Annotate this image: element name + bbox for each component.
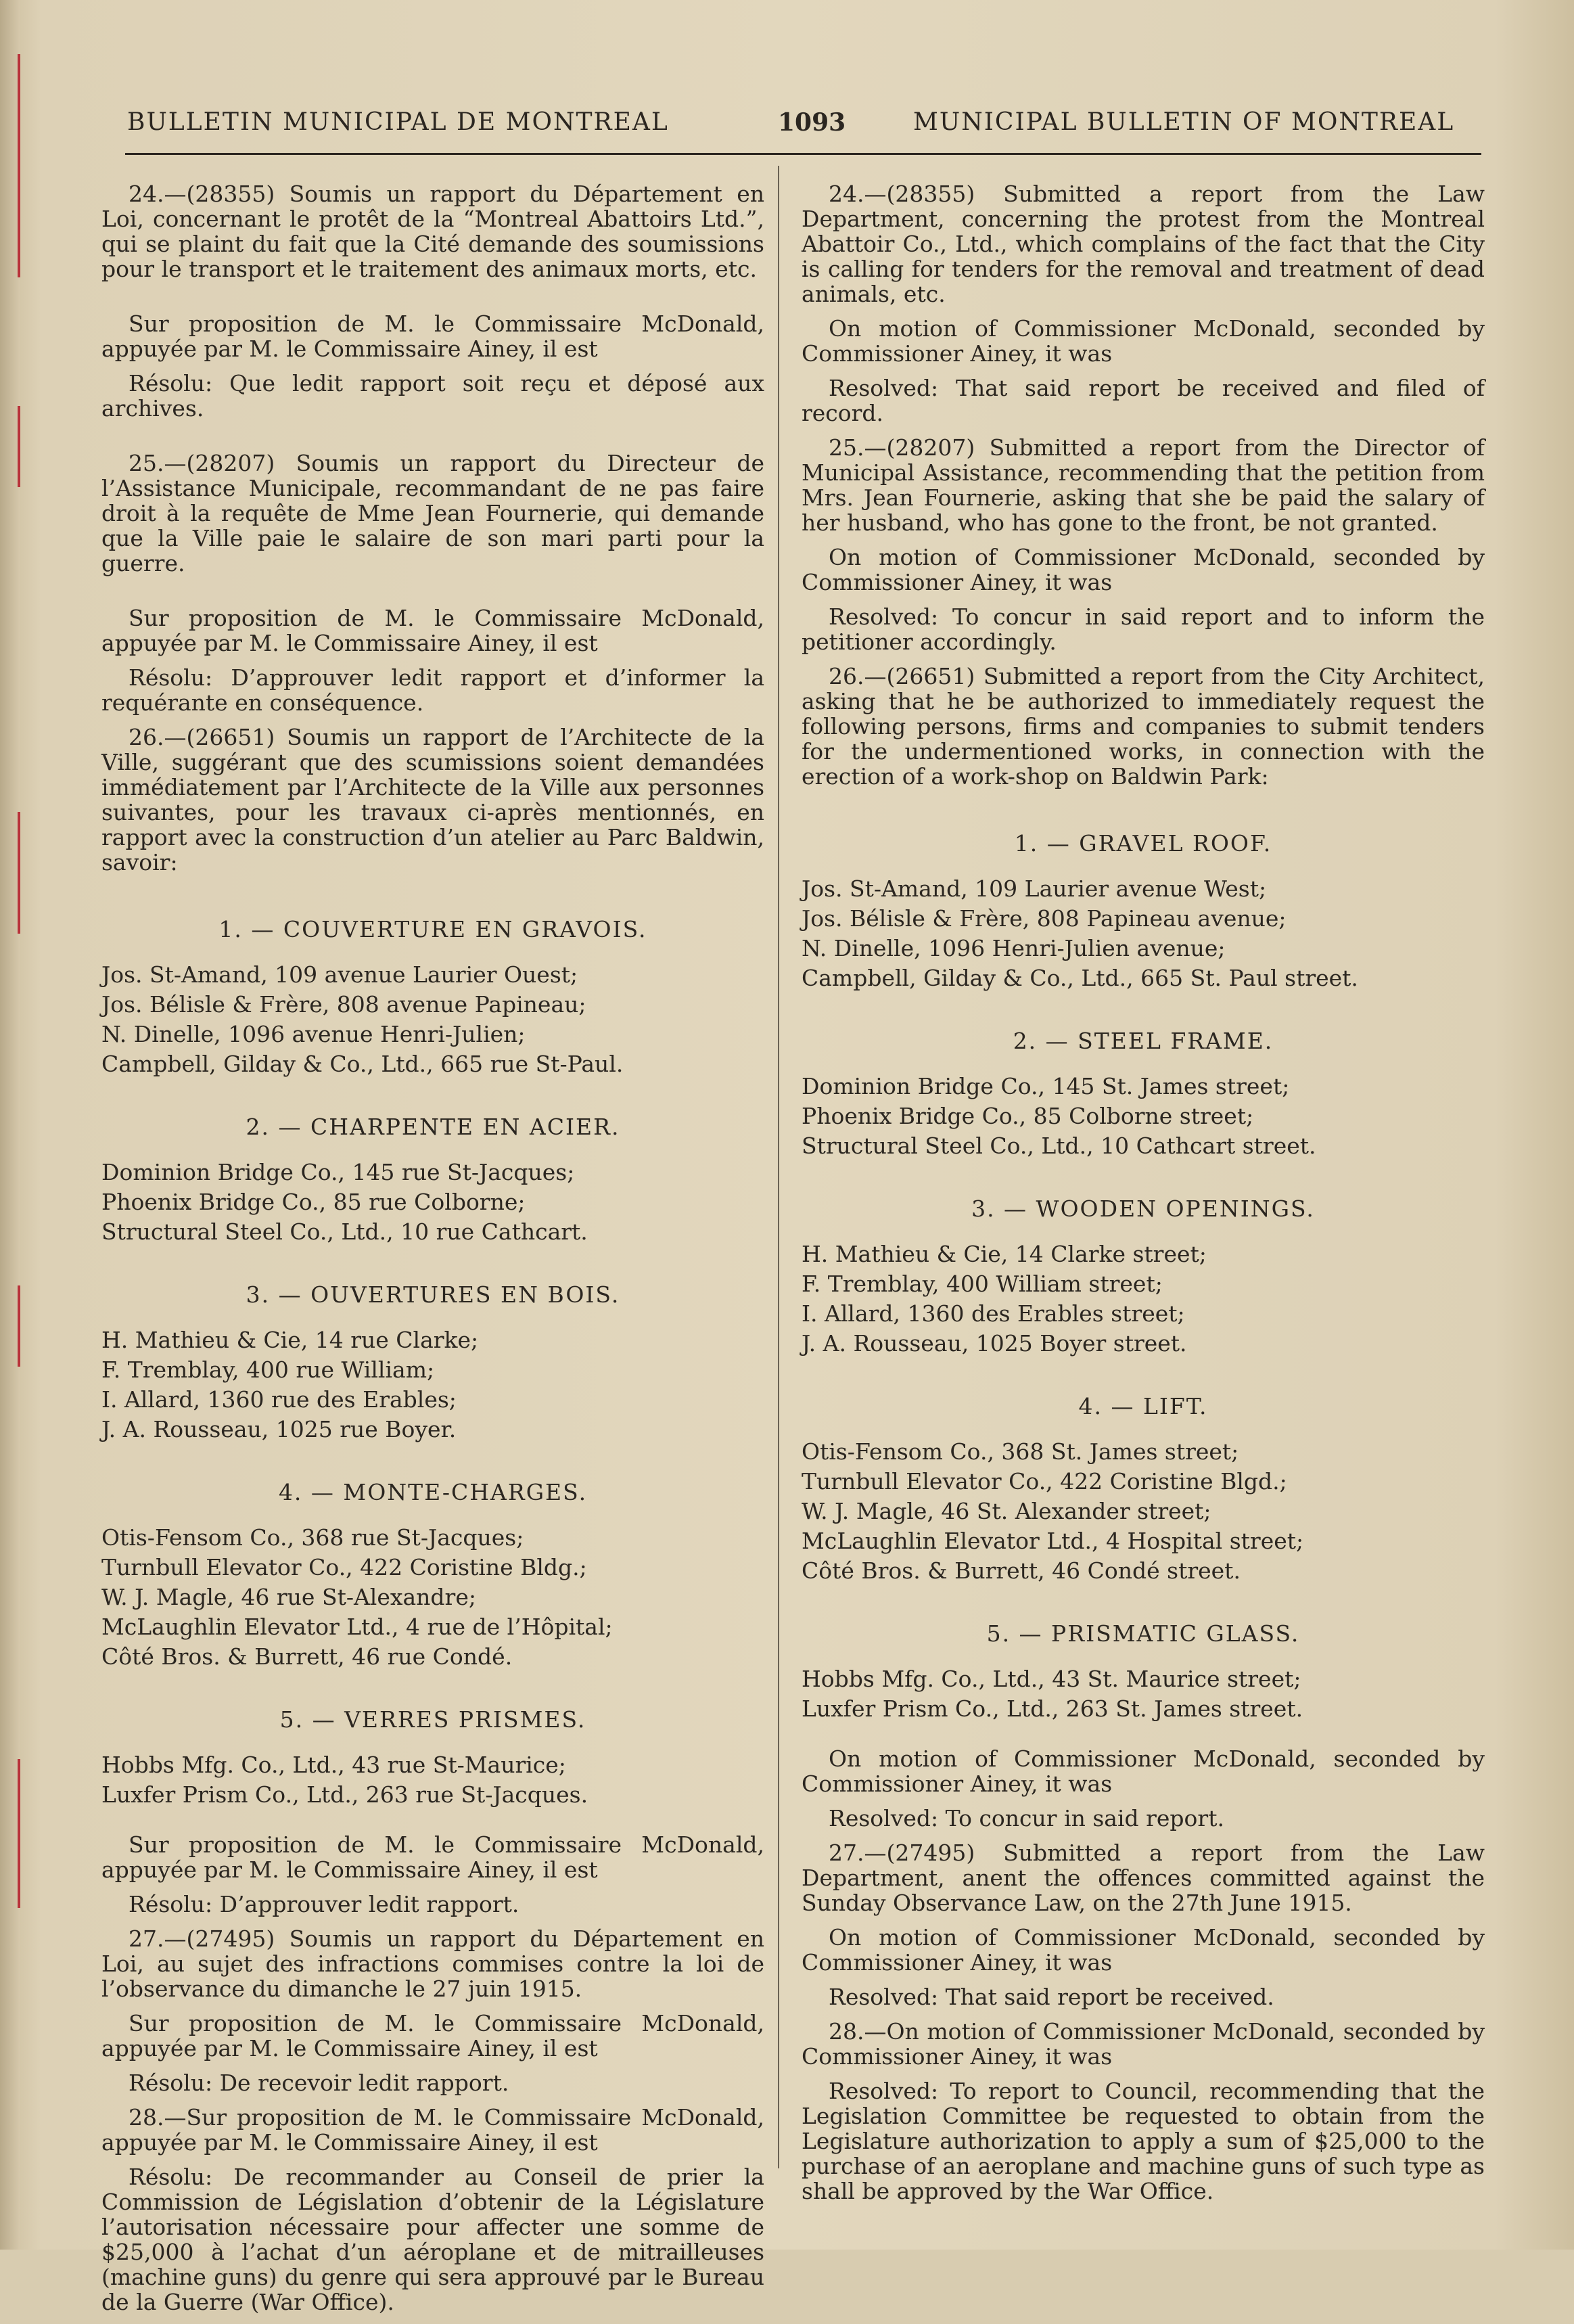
item-27: 27.—(27495) Submitted a report from the Law Department, anent the offences committed against the Sunday Observance Law, on the 27th June 1915. [802,1840,1485,1916]
list-item: W. J. Magle, 46 rue St-Alexandre; [101,1584,476,1610]
list-item: Turnbull Elevator Co., 422 Coristine Blgd.; [802,1468,1287,1495]
list-item: Luxfer Prism Co., Ltd., 263 rue St-Jacques. [101,1781,588,1808]
resolution-25: Resolved: To concur in said report and to inform the petitioner accordingly. [802,603,1485,655]
spine-mark [18,812,20,934]
resolution-24: Resolved: That said report be received and filed of record. [802,375,1485,426]
list-item: Otis-Fensom Co., 368 rue St-Jacques; [101,1524,524,1551]
section-heading: 4. — LIFT. [1078,1393,1208,1419]
header-english-title: MUNICIPAL BULLETIN OF MONTREAL [913,108,1455,136]
tender-list [802,1241,1485,1356]
tender-list [802,1439,1485,1583]
tender-list [101,1160,764,1244]
page-number: 1093 [778,108,846,137]
resolution-26: Resolved: To concur in said report. [829,1805,1224,1831]
column-divider [778,166,779,2168]
resolution-28: Resolved: To report to Council, recommending that the Legislation Committee be requested to obtain from the Legislature authorization to apply a sum of $25,000 to the purchase of an aeroplane and machine guns of such type as shall be approved by the War Office. [802,2078,1485,2204]
resolution-27: Résolu: De recevoir ledit rapport. [129,2070,509,2096]
tender-list [802,1074,1485,1158]
header-french-title: BULLETIN MUNICIPAL DE MONTREAL [127,108,669,136]
list-item: Structural Steel Co., Ltd., 10 rue Cathcart. [101,1218,588,1245]
motion-26: Sur proposition de M. le Commissaire McDonald, appuyée par M. le Commissaire Ainey, il est [101,1831,764,1883]
section-heading: 5. — VERRES PRISMES. [279,1706,586,1733]
section-heading: 2. — CHARPENTE EN ACIER. [246,1114,620,1140]
spine-mark [18,1285,20,1367]
item-25: 25.—(28207) Submitted a report from the Director of Municipal Assistance, recommending that the petition from Mrs. Jean Fournerie, asking that she be paid the salary of her husband, who has gone to the front, be not granted. [802,434,1485,536]
list-item: Jos. Bélisle & Frère, 808 Papineau avenue; [802,905,1287,932]
header-rule [125,153,1481,155]
item-27: 27.—(27495) Soumis un rapport du Département en Loi, au sujet des infractions commises contre la loi de l’observance du dimanche le 27 juin 1915. [101,1926,764,2002]
list-item: H. Mathieu & Cie, 14 rue Clarke; [101,1327,479,1353]
resolution-25: Résolu: D’approuver ledit rapport et d’informer la requérante en conséquence. [101,664,764,716]
resolution-27: Resolved: That said report be received. [829,1984,1274,2010]
motion-24: On motion of Commissioner McDonald, seconded by Commissioner Ainey, it was [802,315,1485,367]
resolution-26: Résolu: D’approuver ledit rapport. [129,1891,519,1917]
list-item: J. A. Rousseau, 1025 Boyer street. [802,1330,1187,1357]
english-column [802,181,1485,2213]
item-24: 24.—(28355) Soumis un rapport du Département en Loi, concernant le protêt de la “Montreal Abattoirs Ltd.”, qui se plaint du fait que la Cité demande des soumissions pour le transport et le traitement des animaux morts, etc. [101,181,764,282]
list-item: Jos. St-Amand, 109 avenue Laurier Ouest; [101,961,578,988]
item-26: 26.—(26651) Submitted a report from the City Architect, asking that he be authorized to immediately request the following persons, firms and companies to submit tenders for the undermentioned works, in connection with the erection of a work-shop on Baldwin Park: [802,663,1485,790]
spine-mark [18,54,20,277]
list-item: Côté Bros. & Burrett, 46 rue Condé. [101,1643,513,1670]
motion-24: Sur proposition de M. le Commissaire McDonald, appuyée par M. le Commissaire Ainey, il est [101,311,764,362]
list-item: I. Allard, 1360 rue des Erables; [101,1386,457,1413]
list-item: Luxfer Prism Co., Ltd., 263 St. James street. [802,1695,1303,1722]
list-item: Dominion Bridge Co., 145 St. James street; [802,1073,1290,1099]
list-item: I. Allard, 1360 des Erables street; [802,1300,1185,1327]
section-heading: 2. — STEEL FRAME. [1013,1028,1274,1054]
tender-list [802,876,1485,990]
list-item: Otis-Fensom Co., 368 St. James street; [802,1438,1239,1465]
list-item: McLaughlin Elevator Ltd., 4 Hospital street; [802,1528,1304,1554]
tender-list [101,962,764,1076]
item-25: 25.—(28207) Soumis un rapport du Directeur de l’Assistance Municipale, recommandant de ne pas faire droit à la requête de Mme Jean Fournerie, qui demande que la Ville paie le salaire de son mari parti pour la guerre. [101,450,764,576]
list-item: W. J. Magle, 46 St. Alexander street; [802,1498,1211,1524]
item-26: 26.—(26651) Soumis un rapport de l’Architecte de la Ville, suggérant que des scumissions soient demandées immédiatement par l’Architecte de la Ville aux personnes suivantes, pour les travaux ci-après mentionnés, en rapport avec la construction d’un atelier au Parc Baldwin, savoir: [101,724,764,875]
spine-mark [18,406,20,487]
list-item: Turnbull Elevator Co., 422 Coristine Bldg.; [101,1554,587,1580]
tender-list [101,1525,764,1669]
list-item: Structural Steel Co., Ltd., 10 Cathcart street. [802,1133,1316,1159]
list-item: H. Mathieu & Cie, 14 Clarke street; [802,1241,1207,1267]
section-heading: 3. — WOODEN OPENINGS. [971,1195,1315,1222]
french-column [101,181,764,2324]
list-item: Hobbs Mfg. Co., Ltd., 43 rue St-Maurice; [101,1752,566,1778]
list-item: F. Tremblay, 400 rue William; [101,1357,435,1383]
tender-list [101,1752,764,1807]
section-heading: 5. — PRISMATIC GLASS. [986,1620,1300,1647]
tender-list [802,1666,1485,1721]
section-heading: 3. — OUVERTURES EN BOIS. [246,1281,620,1308]
section-heading: 1. — GRAVEL ROOF. [1014,830,1272,857]
list-item: Jos. St-Amand, 109 Laurier avenue West; [802,875,1267,902]
section-heading: 4. — MONTE-CHARGES. [278,1479,588,1505]
resolution-28: Résolu: De recommander au Conseil de prier la Commission de Législation d’obtenir de la Législature l’autorisation nécessaire pour affecter une somme de $25,000 à l’achat d’un aéroplane et de mitrailleuses (machine guns) du genre qui sera approuvé par le Bureau de la Guerre (War Office). [101,2164,764,2315]
motion-25: Sur proposition de M. le Commissaire McDonald, appuyée par M. le Commissaire Ainey, il est [101,605,764,656]
list-item: Phoenix Bridge Co., 85 rue Colborne; [101,1189,526,1215]
list-item: Campbell, Gilday & Co., Ltd., 665 rue St-Paul. [101,1051,624,1077]
item-28: 28.—Sur proposition de M. le Commissaire McDonald, appuyée par M. le Commissaire Ainey, il est [101,2104,764,2156]
list-item: N. Dinelle, 1096 Henri-Julien avenue; [802,935,1226,961]
motion-25: On motion of Commissioner McDonald, seconded by Commissioner Ainey, it was [802,544,1485,595]
list-item: J. A. Rousseau, 1025 rue Boyer. [101,1416,457,1442]
list-item: F. Tremblay, 400 William street; [802,1271,1163,1297]
list-item: Côté Bros. & Burrett, 46 Condé street. [802,1557,1241,1584]
running-header [101,101,1481,156]
spine-mark [18,1759,20,1908]
list-item: Campbell, Gilday & Co., Ltd., 665 St. Paul street. [802,965,1358,991]
book-spine [0,0,20,2250]
resolution-24: Résolu: Que ledit rapport soit reçu et déposé aux archives. [101,370,764,421]
list-item: Hobbs Mfg. Co., Ltd., 43 St. Maurice street; [802,1666,1301,1692]
item-24: 24.—(28355) Submitted a report from the Law Department, concerning the protest from the Montreal Abattoir Co., Ltd., which complains of the fact that the City is calling for tenders for the removal and treatment of dead animals, etc. [802,181,1485,307]
motion-27: On motion of Commissioner McDonald, seconded by Commissioner Ainey, it was [802,1924,1485,1976]
motion-27: Sur proposition de M. le Commissaire McDonald, appuyée par M. le Commissaire Ainey, il est [101,2010,764,2061]
item-28: 28.—On motion of Commissioner McDonald, seconded by Commissioner Ainey, it was [802,2018,1485,2070]
list-item: Phoenix Bridge Co., 85 Colborne street; [802,1103,1254,1129]
motion-26: On motion of Commissioner McDonald, seconded by Commissioner Ainey, it was [802,1746,1485,1797]
section-heading: 1. — COUVERTURE EN GRAVOIS. [218,916,647,942]
list-item: N. Dinelle, 1096 avenue Henri-Julien; [101,1021,526,1047]
list-item: McLaughlin Elevator Ltd., 4 rue de l’Hôpital; [101,1614,613,1640]
list-item: Jos. Bélisle & Frère, 808 avenue Papineau; [101,991,586,1018]
list-item: Dominion Bridge Co., 145 rue St-Jacques; [101,1159,575,1185]
tender-list [101,1327,764,1442]
